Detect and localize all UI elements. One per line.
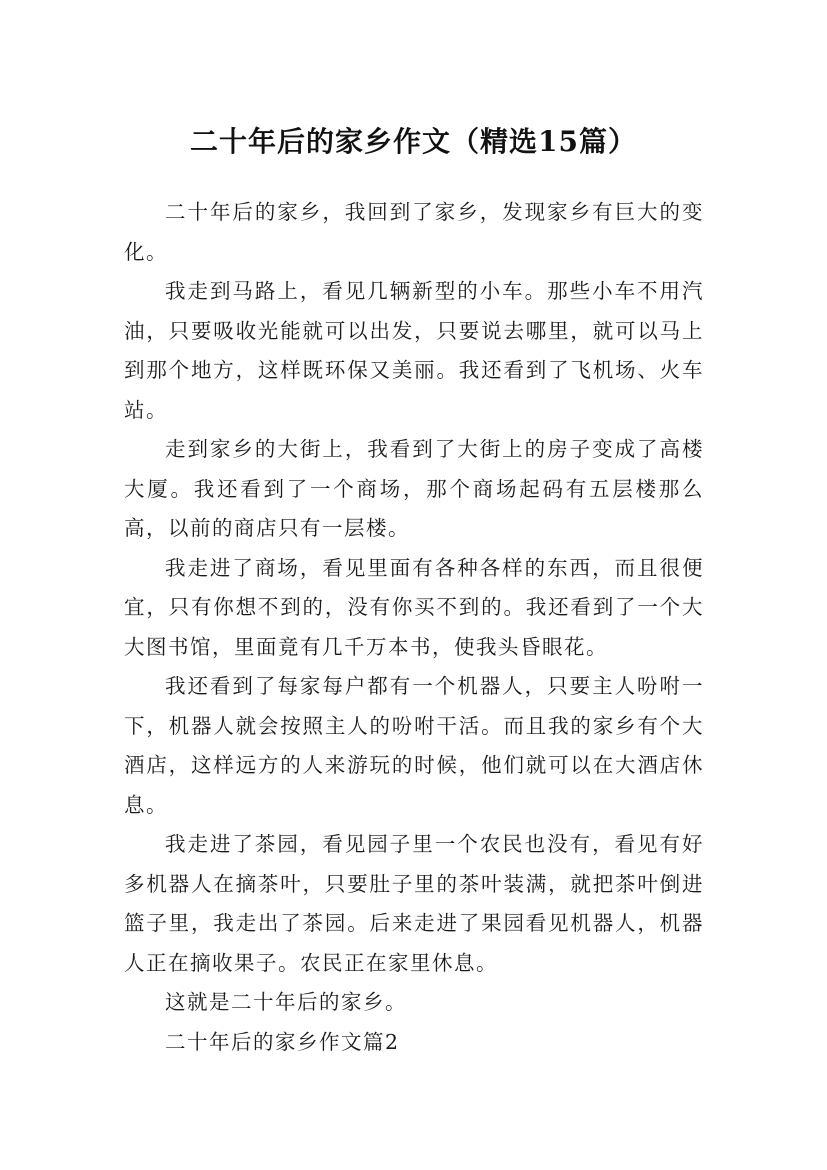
paragraph: 走到家乡的大街上，我看到了大街上的房子变成了高楼大厦。我还看到了一个商场，那个商场起码有五层楼那么高，以前的商店只有一层楼。 [124, 437, 704, 540]
paragraph: 二十年后的家乡，我回到了家乡，发现家乡有巨大的变化。 [124, 200, 704, 264]
paragraph: 我走进了茶园，看见园子里一个农民也没有，看见有好多机器人在摘茶叶，只要肚子里的茶叶装满，就把茶叶倒进篮子里，我走出了茶园。后来走进了果园看见机器人，机器人正在摘收果子。农民正在家里休息。 [124, 832, 704, 975]
document-title: 二十年后的家乡作文（精选15篇） [190, 124, 637, 158]
paragraph: 我还看到了每家每户都有一个机器人，只要主人吩咐一下，机器人就会按照主人的吩咐干活。而且我的家乡有个大酒店，这样远方的人来游玩的时候，他们就可以在大酒店休息。 [124, 674, 704, 817]
paragraph: 我走进了商场，看见里面有各种各样的东西，而且很便宜，只有你想不到的，没有你买不到的。我还看到了一个大大图书馆，里面竟有几千万本书，使我头昏眼花。 [124, 555, 704, 659]
paragraph: 我走到马路上，看见几辆新型的小车。那些小车不用汽油，只要吸收光能就可以出发，只要说去哪里，就可以马上到那个地方，这样既环保又美丽。我还看到了飞机场、火车站。 [124, 279, 704, 422]
document-body [124, 193, 704, 1062]
paragraph: 这就是二十年后的家乡。 [165, 990, 407, 1014]
section-heading: 二十年后的家乡作文篇2 [165, 1029, 400, 1054]
